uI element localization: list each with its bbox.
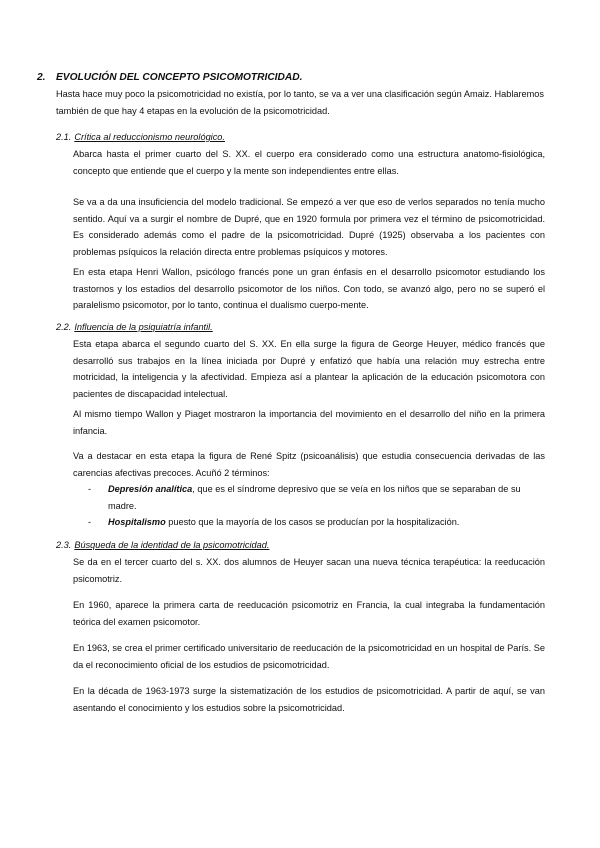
paragraph: En 1960, aparece la primera carta de reeducación psicomotriz en Francia, la cual integraba la fundamentación teórica del examen psicomotor. — [73, 600, 545, 627]
paragraph: Esta etapa abarca el segundo cuarto del S. XX. En ella surge la figura de George Heuyer, médico francés que desarrolló sus trabajos en la línea iniciada por Dupré y enfatizó que había una relación muy estrecha entre motricidad, la inteligencia y la afectividad. Empieza así a plantear la aplicación de la educación psicomotora con pacientes de discapacidad intelectual. — [73, 339, 545, 399]
subsection-title-2-1 — [56, 132, 225, 142]
intro-paragraph: Hasta hace muy poco la psicomotricidad no existía, por lo tanto, se va a ver una clasificación según Amaiz. Hablaremos también de que hay 4 etapas en la evolución de la psicomotricidad. — [56, 89, 544, 116]
paragraph: Se da en el tercer cuarto del s. XX. dos alumnos de Heuyer sacan una nueva técnica terapéutica: la reeducación psicomotriz. — [73, 557, 545, 584]
term: Depresión analítica — [108, 484, 193, 494]
subsection-title-2-2 — [56, 322, 213, 332]
paragraph: En la década de 1963-1973 surge la sistematización de los estudios de psicomotricidad. A partir de aquí, se van asentando el conocimiento y los estudios sobre la psicomotricidad. — [73, 686, 545, 713]
paragraph: Al mismo tiempo Wallon y Piaget mostraron la importancia del movimiento en el desarrollo del niño en la primera infancia. — [73, 409, 545, 436]
subsection-title-text: Crítica al reduccionismo neurológico. — [74, 132, 225, 142]
section-heading-number: 2. — [37, 72, 46, 83]
subsection-number: 2.2. — [56, 322, 72, 332]
section-heading-title: EVOLUCIÓN DEL CONCEPTO PSICOMOTRICIDAD. — [56, 72, 303, 83]
term-list — [88, 481, 545, 531]
paragraph: Abarca hasta el primer cuarto del S. XX. el cuerpo era considerado como una estructura anatomo-fisiológica, concepto que entiende que el cuerpo y la mente son independientes entre ellas. — [73, 149, 545, 176]
subsection-title-2-3 — [56, 540, 269, 550]
subsection-number: 2.3. — [56, 540, 72, 550]
list-dash: - — [88, 517, 92, 527]
subsection-title-text: Búsqueda de la identidad de la psicomotricidad. — [74, 540, 270, 550]
list-item — [88, 481, 545, 514]
paragraph: Se va a da una insuficiencia del modelo tradicional. Se empezó a ver que eso de verlos separados no tenía mucho sentido. Aquí va a surgir el nombre de Dupré, que en 1920 formula por primera vez el término de psicomotricidad. Es considerado además como el padre de la psicomotricidad. Dupré (1925) observaba a los pacientes con problemas psíquicos la relación directa entre problemas psíquicos y motores. — [73, 197, 545, 257]
section-heading — [37, 72, 302, 83]
list-dash: - — [88, 484, 92, 494]
paragraph: En esta etapa Henri Wallon, psicólogo francés pone un gran énfasis en el desarrollo psicomotor estudiando los trastornos y los estadios del desarrollo psicomotor de los niños. Con todo, se avanzó algo, pero no se superó el paralelismo psicomotor, por lo tanto, continua el dualismo cuerpo-mente. — [73, 267, 545, 310]
subsection-number: 2.1. — [56, 132, 72, 142]
paragraph: Va a destacar en esta etapa la figura de René Spitz (psicoanálisis) que estudia consecuencia derivadas de las carencias afectivas precoces. Acuñó 2 términos: — [73, 451, 545, 478]
term-description: , que es el síndrome depresivo que se veía en los niños que se separaban de su — [192, 484, 521, 494]
paragraph: En 1963, se crea el primer certificado universitario de reeducación de la psicomotricidad en un hospital de París. Se da el reconocimiento oficial de los estudios de psicomotricidad. — [73, 643, 545, 670]
subsection-title-text: Influencia de la psiquiatría infantil. — [74, 322, 213, 332]
term-description-continued: madre. — [108, 500, 137, 511]
term: Hospitalismo — [108, 517, 166, 527]
list-item — [88, 514, 545, 531]
term-description: puesto que la mayoría de los casos se producían por la hospitalización. — [165, 517, 460, 527]
